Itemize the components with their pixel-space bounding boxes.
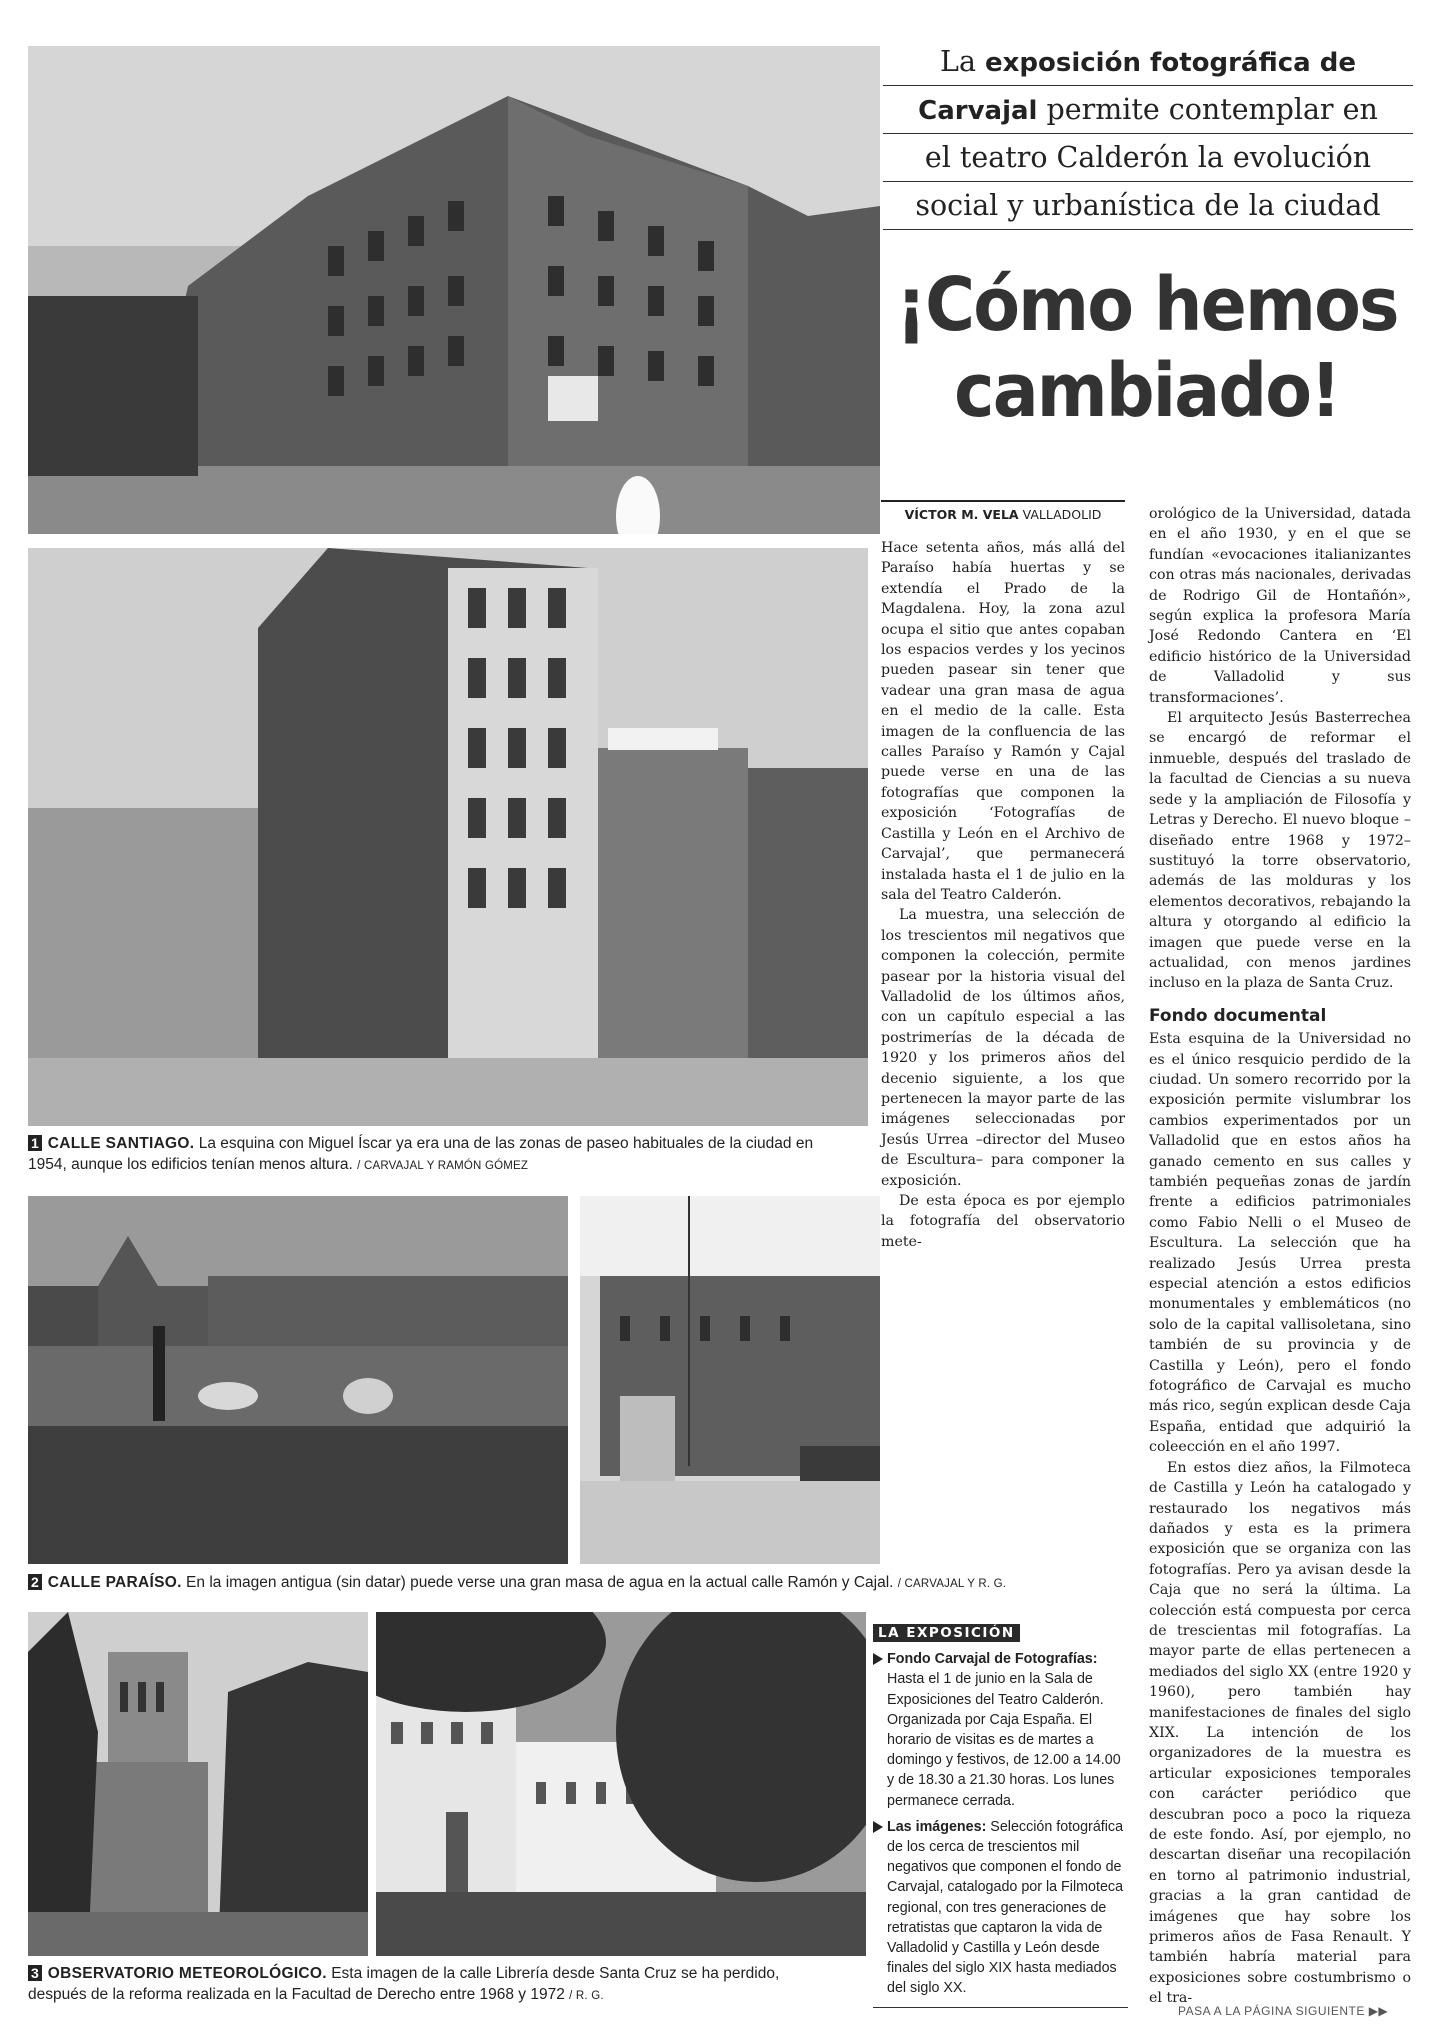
caption-title: CALLE SANTIAGO. (47, 1135, 195, 1152)
byline-author: VÍCTOR M. VELA (904, 507, 1019, 522)
caption-calle-paraiso (28, 1572, 1007, 1595)
caption-title: OBSERVATORIO METEOROLÓGICO. (47, 1965, 327, 1982)
kicker-line (883, 86, 1413, 134)
sidebar-item-text: Selección fotográfica de los cerca de trescientos mil negativos que componen el fondo de Carvajal, catalogado por la Filmoteca regional, con tres generaciones de retratistas que captaron la vida de Valladolid y Castilla y León desde finales del siglo XIX hasta mediados del siglo XX. (887, 1818, 1124, 1997)
headline (880, 262, 1414, 434)
body-paragraph: En estos diez años, la Filmoteca de Castilla y León ha catalogado y restaurado los negativos más dañados y esta es la primera exposición que se organiza con las fotografías. Pero ya avisan desde la Caja que no será la última. La colección está compuesta por cerca de trescientas mil fotografías. La mayor parte de ellas pertenecen a mediados del siglo XX (entre 1920 y 1960), pero también hay manifestaciones de finales del siglo XIX. La intención de los organizadores de la muestra es articular exposiciones temporales con carácter periódico que descubran poco a poco la riqueza de este fondo. Así, por ejemplo, no descartan diseñar una recopilación en torno al patrimonio industrial, gracias a la gran cantidad de imágenes que hay sobre los primeros años de Fasa Renault. Y también habría material para exposiciones sobre costumbrismo o el tra- (1149, 1459, 1411, 2007)
kicker-text: social y urbanística de la ciudad (915, 189, 1381, 222)
photo-calle-paraiso-old (28, 1196, 568, 1564)
body-paragraph: De esta época es por ejemplo la fotografía del observatorio mete- (881, 1193, 1125, 1250)
kicker-text: La (940, 45, 985, 78)
sidebar-divider (873, 2007, 1128, 2008)
caption-text: En la imagen antigua (sin datar) puede verse una gran masa de agua en la actual calle Ramón y Cajal. (181, 1574, 898, 1591)
caption-text: Esta imagen de la calle Librería desde Santa Cruz se ha perdido, después de la reforma realizada en la Facultad de Derecho entre 1968 y 1972 (28, 1965, 780, 2003)
headline-line: cambiado! (954, 348, 1340, 434)
kicker-bold-text: Carvajal (918, 96, 1038, 126)
caption-number: 1 (28, 1135, 42, 1151)
sidebar-tag: LA EXPOSICIÓN (873, 1624, 1020, 1642)
sidebar-item-label: Las imágenes: (887, 1818, 987, 1835)
body-paragraph: Hace setenta años, más allá del Paraíso había huertas y se extendía el Prado de la Magdalena. Hoy, la zona azul ocupa el sitio que antes copaban los espacios verdes y los yecinos pueden pasear sin tener que vadear una gran masa de agua en el medio de la calle. Esta imagen de la confluencia de las calles Paraíso y Ramón y Cajal puede verse en una de las fotografías que componen la exposición ‘Fotografías de Castilla y León en el Archivo de Carvajal’, que permanecerá instalada hasta el 1 de julio en la sala del Teatro Calderón. (881, 540, 1125, 903)
sidebar-item-label: Fondo Carvajal de Fotografías: (887, 1651, 1098, 1668)
continue-next-page: PASA A LA PÁGINA SIGUIENTE ▶▶ (1178, 2004, 1389, 2018)
exhibition-sidebar (873, 1623, 1128, 2008)
photo-credit: / CARVAJAL Y R. G. (897, 1578, 1007, 1590)
body-paragraph: La muestra, una selección de los trescientos mil negativos que componen la colección, permite pasear por la historia visual del Valladolid de los últimos años, con un capítulo especial a las postrimerías de la década de 1920 y los primeros años del decenio siguiente, a los que pertenecen la mayor parte de las imágenes seleccionadas por Jesús Urrea –director del Museo de Escultura– para componer la exposición. (881, 907, 1125, 1189)
caption-calle-santiago (28, 1133, 848, 1177)
body-paragraph: Esta esquina de la Universidad no es el único resquicio perdido de la ciudad. Un somero recorrido por la exposición permite vislumbrar los cambios experimentados por un Valladolid que en estos años ha ganado cemento en sus calles y también pequeñas zonas de jardín frente a edificios patrimoniales como Fabio Nelli o el Museo de Escultura. La selección que ha realizado Jesús Urrea presta especial atención a estos edificios monumentales y emblemáticos (no solo de la capital vallisoletana, sino también de su provincia y de Castilla y León), pero el fondo fotográfico de Carvajal es mucho más rico, según explican desde Caja España, entidad que adquirió la coleección en el año 1997. (1149, 1031, 1411, 1456)
kicker-line (883, 38, 1413, 86)
kicker (883, 38, 1413, 230)
byline (881, 500, 1125, 522)
caption-text: La esquina con Miguel Íscar ya era una de las zonas de paseo habituales de la ciudad en 1954, aunque los edificios tenían menos altura. (28, 1135, 814, 1173)
headline-line: ¡Cómo hemos (895, 262, 1398, 348)
caption-number: 3 (28, 1965, 42, 1981)
kicker-line (883, 134, 1413, 182)
sidebar-item (873, 1649, 1128, 1811)
caption-observatorio (28, 1963, 828, 2007)
triangle-bullet-icon (873, 1821, 883, 1833)
photo-credit: / CARVAJAL Y RAMÓN GÓMEZ (357, 1160, 529, 1172)
photo-calle-santiago-new (28, 548, 868, 1126)
kicker-text: permite contemplar en (1037, 93, 1378, 126)
photo-calle-paraiso-new (580, 1196, 880, 1564)
caption-number: 2 (28, 1574, 42, 1590)
photo-street-trees-icon (376, 1612, 866, 1956)
photo-calle-santiago-old (28, 46, 880, 534)
photo-flooded-street-icon (28, 1196, 568, 1564)
kicker-text: el teatro Calderón la evolución (924, 141, 1372, 174)
photo-credit: / R. G. (569, 1990, 604, 2002)
photo-observatorio-new (376, 1612, 866, 1956)
body-column-2 (1149, 504, 1411, 2009)
subheading: Fondo documental (1149, 1005, 1327, 1026)
kicker-bold-text: exposición fotográfica de (985, 48, 1356, 78)
sidebar-item (873, 1817, 1128, 1999)
body-column-1 (881, 538, 1125, 1252)
photo-observatory-tower-icon (28, 1612, 368, 1956)
photo-observatorio-old (28, 1612, 368, 1956)
body-paragraph: El arquitecto Jesús Basterrechea se encargó de reformar el inmueble, después del traslado de la facultad de Ciencias a su nueva sede y la ampliación de Filosofía y Letras y Derecho. El nuevo bloque –diseñado entre 1968 y 1972– sustituyó la torre observatorio, además de las molduras y los elementos decorativos, rebajando la altura y otorgando al edificio la imagen que puede verse en la actualidad, con menos jardines incluso en la plaza de Santa Cruz. (1149, 710, 1411, 992)
caption-title: CALLE PARAÍSO. (47, 1574, 182, 1591)
triangle-bullet-icon (873, 1653, 883, 1665)
kicker-line (883, 182, 1413, 230)
byline-place: VALLADOLID (1022, 507, 1102, 522)
sidebar-item-text: Hasta el 1 de junio en la Sala de Exposiciones del Teatro Calderón. Organizada por Caja España. El horario de visitas es de martes a domingo y festivos, de 12.00 a 14.00 y de 18.30 a 21.30 horas. Los lunes permanece cerrada. (887, 1671, 1121, 1809)
photo-modern-building-icon (28, 548, 868, 1126)
photo-street-cars-icon (580, 1196, 880, 1564)
photo-old-building-icon (28, 46, 880, 534)
body-paragraph: orológico de la Universidad, datada en el año 1930, y en el que se fundían «evocaciones italianizantes con otras más nacionales, derivadas de Rodrigo Gil de Hontañón», según explica la profesora María José Redondo Cantera en ‘El edificio histórico de la Universidad de Valladolid y sus transformaciones’. (1149, 506, 1411, 706)
